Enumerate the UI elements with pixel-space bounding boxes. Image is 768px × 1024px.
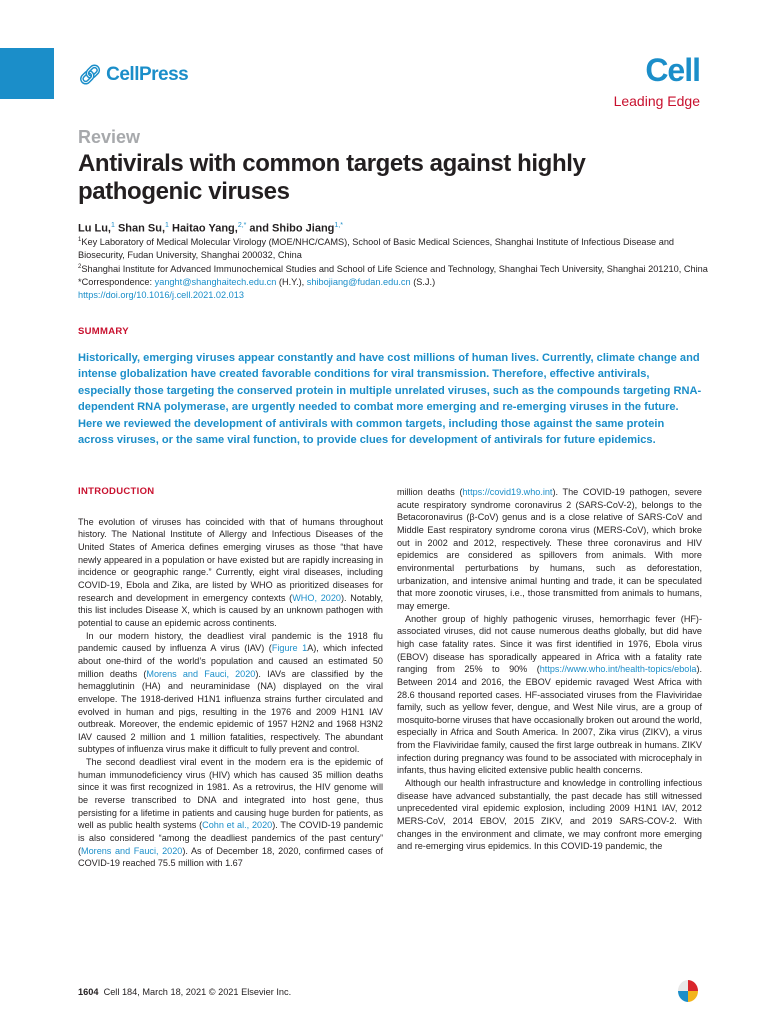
introduction-heading: INTRODUCTION (78, 486, 155, 497)
blue-corner-tab (0, 48, 54, 99)
summary-heading: SUMMARY (78, 326, 129, 337)
affiliations (78, 234, 708, 302)
email-link-jiang[interactable]: shibojiang@fudan.edu.cn (306, 277, 411, 288)
cellpress-logo-text: CellPress (106, 64, 189, 85)
body-column-right (397, 486, 702, 853)
correspondence: *Correspondence: yanght@shanghaitech.edu.cn (H.Y.), shibojiang@fudan.edu.cn (S.J.) (78, 277, 436, 288)
page-number: 1604 (78, 987, 99, 997)
page-footer (78, 987, 291, 997)
affiliation-2: $^2$Shanghai Institute for Advanced Immunochemical Studies and School of Life Science and Technology, Shanghai Tech University, Shanghai 201210, China (78, 264, 708, 275)
paragraph: Although our health infrastructure and knowledge in controlling infectious disease have advanced substantially, the past decade has still witnessed unprecedented viral epidemic explosion, including 2009 H1N1 IAV, 2012 MERS-CoV, 2014 EBOV, 2015 ZIKV, and 2019 SARS-COV-2. With changes in the environment and climate, we may confront more emerging and re-emerging virus epidemics. In this COVID-19 pandemic, the (397, 778, 702, 852)
email-link-yang[interactable]: yanght@shanghaitech.edu.cn (154, 277, 277, 288)
author-name: Lu Lu, (78, 222, 111, 235)
figure-link[interactable]: Figure 1 (271, 643, 308, 654)
article-title: Antivirals with common targets against highly pathogenic viruses (78, 150, 586, 205)
summary-text: Historically, emerging viruses appear constantly and have cost millions of human lives. Currently, climate change and intense globalization have created favorable conditions for viral transmission. Therefore, effective antivirals, especially those targeting the conserved protein in multiple unrelated viruses, such as the compounds targeting RNA-dependent RNA polymerase, are urgently needed to combat more emerging and re-emerging viruses in the future. Here we reviewed the development of antivirals with common targets, including those against the same protein across viruses, or the same viral function, to provide clues for development of antivirals for future epidemics. (78, 352, 702, 447)
author-name: Haitao Yang, (168, 222, 238, 235)
author-name: and Shibo Jiang (246, 222, 335, 235)
paragraph: million deaths (https://covid19.who.int). The COVID-19 pathogen, severe acute respiratory syndrome coronavirus 2 (SARS-CoV-2), belongs to the Betacoronavirus (β-CoV) genus and is a close relative of SARS-CoV and Middle East respiratory syndrome corona virus (MERS-CoV), which broke out in 2002 and 2012, respectively. These three coronavirus and HIV epidemics are considered as spillovers from animals. With more environmental perturbations by humans, such as deforestation, urbanization, and intensive animal hunting and trade, it can be speculated that more zoonotic viruses, i.e., those transmitted from animals to humans, may emerge. (397, 487, 702, 611)
journal-logo[interactable]: Cell (645, 52, 700, 88)
citation-link[interactable]: Cohn et al., 2020 (202, 820, 273, 831)
doi-link[interactable]: https://doi.org/10.1016/j.cell.2021.02.013 (78, 289, 245, 300)
citation-link[interactable]: Morens and Fauci, 2020 (146, 668, 256, 679)
citation-link[interactable]: Morens and Fauci, 2020 (81, 845, 183, 856)
citation-link[interactable]: WHO, 2020 (292, 592, 341, 603)
author-affil-ref[interactable]: 1,* (334, 222, 343, 229)
section-tag: Leading Edge (613, 93, 700, 109)
author-name: Shan Su, (114, 222, 166, 235)
author-affil-ref[interactable]: 2,* (237, 222, 247, 229)
url-link[interactable]: https://www.who.int/health-topics/ebola (539, 664, 697, 675)
affiliation-1: $^1$Key Laboratory of Medical Molecular Virology (MOE/NHC/CAMS), School of Basic Medical Sciences, Shanghai Institute of Infectious Disease and Biosecurity, Fudan University, Shanghai 200032, China (78, 237, 675, 260)
footer-citation: Cell 184, March 18, 2021 © 2021 Elsevier Inc. (103, 987, 292, 997)
article-type: Review (78, 127, 141, 147)
doi-line (78, 289, 708, 302)
paragraph: In our modern history, the deadliest viral pandemic is the 1918 flu pandemic caused by influenza A virus (IAV) (Figure 1A), which infected about one-third of the world’s population and caused an estimated 50 million deaths (Morens and Fauci, 2020). IAVs are classified by the hemagglutinin (HA) and neuraminidase (NA) displayed on the viral envelope. The 1918-derived H1N1 influenza strains further circulated and evolved in human and pigs, resulting in the 1976 and 2009 H1N1 IAV outbreak. Moreover, the endemic epidemic of 1957 H2N2 and 1968 H3N2 IAV caused 2 million and 1 million fatalities, respectively. The abundant subtypes of influenza virus make it difficult to fully prevent and control. (78, 630, 383, 755)
url-link[interactable]: https://covid19.who.int (462, 487, 553, 497)
paragraph: The second deadliest viral event in the modern era is the epidemic of human immunodeficiency virus (HIV) which has caused 35 million deaths since it was first recognized in 1981. As a retrovirus, the HIV genome will be reverse transcribed to DNA and integrated into host gene, thus persisting for a lifetime in patients and causing huge burden for patients, as well as public health systems (Cohn et al., 2020). The COVID-19 pandemic is also considered “among the deadliest pandemics of the past century” (Morens and Fauci, 2020). As of December 18, 2020, confirmed cases of COVID-19 reached 75.5 million with 1.67 (78, 757, 384, 869)
crossmark-icon[interactable] (678, 980, 698, 1002)
cellpress-link-icon: 🔗︎ (78, 64, 103, 86)
author-affil-ref[interactable]: 1 (165, 222, 169, 229)
author-affil-ref[interactable]: 1 (111, 222, 115, 229)
paragraph: The evolution of viruses has coincided with that of humans throughout history. The National Institute of Allergy and Infectious Diseases of the United States of America defines emerging viruses as those “that have newly appeared in a population or have existed but are rapidly increasing in incidence or geographic range.” Currently, eight viral diseases, including COVID-19, Ebola and Zika, are listed by WHO as prioritized diseases for research and development in emergency contexts (WHO, 2020). Notably, this list includes Disease X, which is caused by an unknown pathogen with potential to cause an epidemic across continents. (78, 516, 383, 628)
body-column-left (78, 486, 383, 870)
cellpress-logo[interactable] (78, 64, 188, 86)
paragraph: Another group of highly pathogenic viruses, hemorrhagic fever (HF)-associated viruses, did not cause numerous deaths globally, but did have high case fatality rates. Since it was first identified in 1976, Ebola virus (EBOV) disease has sporadically appeared in Africa with a fatality rate ranging from 25% to 90% (https://www.who.int/health-topics/ebola). Between 2014 and 2016, the EBOV epidemic ravaged West Africa with 28.6 thousand reported cases. HF-associated viruses from the Flaviviridae family, such as yellow fever, dengue, and West Nile virus, are a group of mosquito-borne viruses that have occasionally broken out around the world, especially in Africa and South America. In 2007, Zika virus (ZIKV), a virus from the Flaviviridae family, caused the first large outbreak in humans. ZIKV infection during pregnancy was found to be associated with microcephaly in infants, thus having elicited extensive public health concerns. (397, 613, 702, 776)
